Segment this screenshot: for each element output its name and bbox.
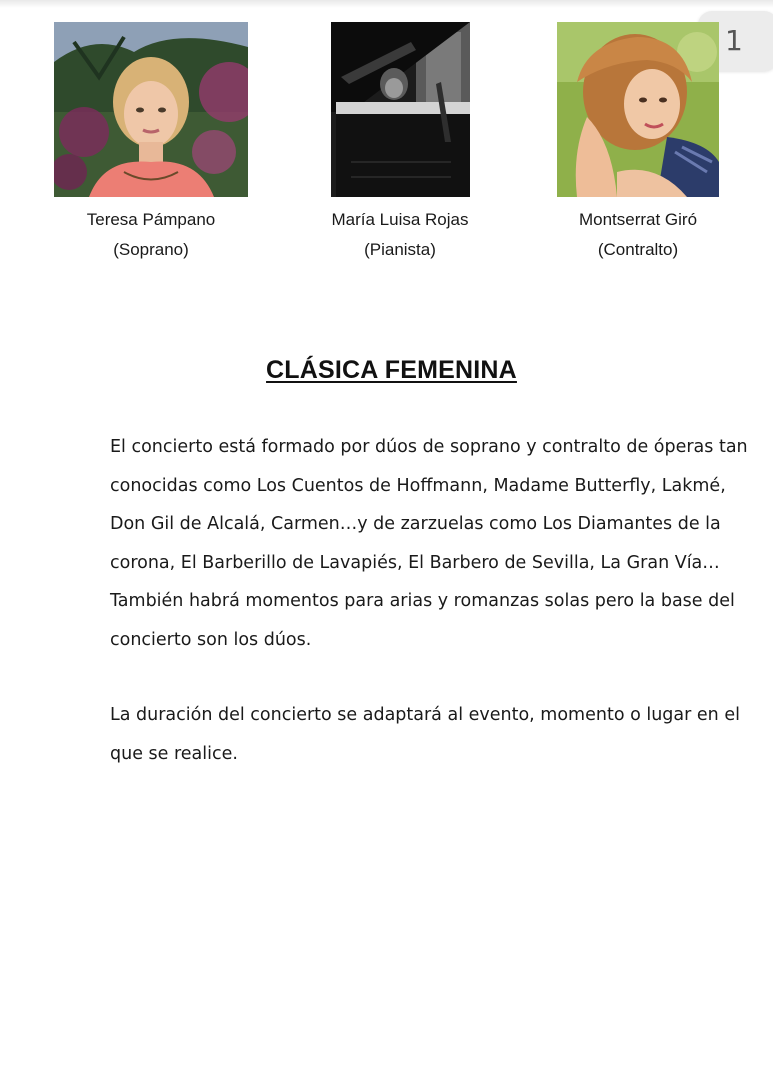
artist-card-pianist xyxy=(280,22,520,260)
artist-role: (Soprano) xyxy=(113,240,189,259)
artist-card-soprano xyxy=(31,22,271,260)
artist-role: (Contralto) xyxy=(597,240,679,259)
page-number: 1 xyxy=(725,24,743,57)
artist-name: Teresa Pámpano xyxy=(86,210,216,229)
artist-name: Montserrat Giró xyxy=(578,210,698,229)
pianist-photo xyxy=(331,22,470,197)
artist-role: (Pianista) xyxy=(364,240,436,259)
page-top-edge xyxy=(0,0,773,8)
contralto-photo xyxy=(557,22,719,197)
description-paragraph: El concierto está formado por dúos de soprano y contralto de óperas tan conocidas como Los Cuentos de Hoffmann, Madame Butterfly, Lakmé, Don Gil de Alcalá, Carmen…y de zarzuelas como Los Diamantes de la corona, El Barberillo de Lavapiés, El Barbero de Sevilla, La Gran Vía… También habrá momentos para arias y romanzas solas pero la base del concierto son los dúos. xyxy=(110,437,748,650)
soprano-photo xyxy=(54,22,248,197)
artist-card-contralto xyxy=(518,22,758,260)
document-title: CLÁSICA FEMENINA xyxy=(266,356,517,384)
duration-paragraph: La duración del concierto se adaptará al evento, momento o lugar en el que se realice. xyxy=(110,705,740,764)
artist-name: María Luisa Rojas xyxy=(331,210,469,229)
